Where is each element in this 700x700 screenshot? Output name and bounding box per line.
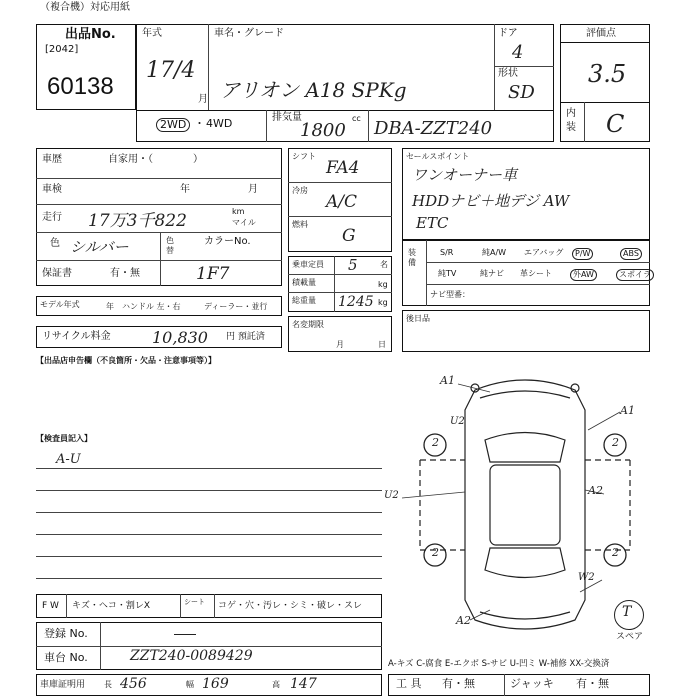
model-year-label: モデル年式 [40,300,80,309]
shift-value: FA4 [326,158,360,178]
year-month-suffix: 月 [198,94,208,105]
regchange-label: 名変期限 [292,320,324,329]
fuel-label: 燃料 [292,220,308,229]
inspector-line [36,512,382,513]
form-header-note: （複合機）対応用紙 [40,2,130,13]
damage-mark: U2 [450,416,465,427]
fw-items: キズ・ヘコ・割レX [72,601,150,611]
damage-mark: A2 [456,614,471,627]
accessories-box [402,310,650,352]
damage-mark: A1 [620,404,635,417]
equip-sr: S/R [440,248,454,257]
sales-line-2: HDDナビ＋地デジ AW [412,192,570,210]
reg-no-dash [174,634,196,635]
inspector-label: 【検査員記入】 [36,434,92,443]
cert-length: 456 [120,676,147,692]
color-label: 色 [50,238,60,249]
year-value: 17/4 [146,58,196,83]
equip-aw: 純A/W [482,248,507,257]
ac-value: A/C [326,192,358,212]
gross-value: 1245 [338,294,374,310]
lot-box [36,24,136,110]
accessories-label: 後日品 [406,314,430,323]
drive-4wd: 4WD [206,117,233,130]
sales-line-3: ETC [416,214,449,232]
fw-label: F W [42,601,59,611]
wheel-mark: 2 [432,546,439,559]
capacity-unit: 名 [380,260,388,269]
gross-label: 総重量 [292,296,316,305]
seller-note-label: 【出品店申告欄（不良箇所・欠品・注意事項等）】 [36,356,216,365]
mileage-unit-mile: マイル [232,218,256,227]
shape-label: 形状 [498,68,518,79]
interior-label-2: 装 [566,122,576,133]
model-year-year: 年 [106,302,114,311]
capacity-value: 5 [348,256,358,274]
damage-mark: A1 [440,374,455,387]
equip-leather: 革シート [520,269,552,278]
cert-height-label: 高 [272,680,280,689]
damage-mark: U2 [384,490,399,501]
warranty-label: 保証書 [42,268,72,279]
equip-aftermarket-aw: 外AW [570,269,597,281]
damage-mark: A2 [588,484,603,497]
equipment-label: 装備 [408,248,416,267]
interior-label-1: 内 [566,108,576,119]
history-value: 自家用・（ ） [108,154,203,165]
door-value: 4 [512,42,524,63]
capacity-label: 乗車定員 [292,260,324,269]
cert-label: 車庫証明用 [40,680,86,690]
drive-separator: ・ [194,117,205,130]
wheel-mark: 2 [432,436,439,449]
score-value: 3.5 [588,60,627,88]
tools-label: 工 具 [396,677,422,690]
jack-label: ジャッキ [510,677,554,690]
cert-height: 147 [290,676,317,692]
load-unit: kg [378,280,388,289]
jack-options: 有・無 [576,677,609,690]
cert-length-label: 長 [104,680,112,689]
displacement-label: 排気量 [272,112,302,123]
model-label: 車名・グレード [214,28,284,39]
inspector-note: A-U [56,452,81,467]
shift-label: シフト [292,152,316,161]
gross-unit: kg [378,298,388,307]
wheel-mark: 2 [612,436,619,449]
sheet-items: コゲ・穴・汚レ・シミ・破レ・スレ [218,601,363,611]
spare-mark: T [622,604,632,620]
equip-spoiler: スポイラ [616,269,654,281]
warranty-options: 有・無 [110,268,140,279]
wheel-mark: 2 [612,546,619,559]
mileage-value: 17万3千822 [88,211,187,231]
lot-label: 出品No. [65,27,116,42]
tools-options: 有・無 [442,677,475,690]
ac-label: 冷房 [292,186,308,195]
damage-mark: W2 [578,572,595,583]
inspection-year: 年 [180,184,190,195]
spare-label: スペア [616,632,644,642]
cert-width-label: 幅 [186,680,194,689]
inspector-line [36,578,382,579]
equip-airbag: エアバッグ [524,248,564,257]
cert-width: 169 [202,676,229,692]
fuel-value: G [342,226,356,246]
color-value: シルバー [70,238,129,256]
recycle-value: 10,830 [152,328,208,347]
regchange-day: 日 [378,340,386,349]
recycle-label: リサイクル料金 [42,331,111,342]
equip-tv: 純TV [438,269,457,278]
shape-value: SD [508,82,535,103]
inspection-label: 車検 [42,184,62,195]
history-label: 車歴 [42,154,62,165]
load-label: 積載量 [292,278,316,287]
inspection-month: 月 [248,184,258,195]
sales-point-label: セールスポイント [406,152,470,161]
lot-code: [2042] [45,44,79,55]
displacement-value: 1800 [300,120,346,141]
score-label: 評価点 [586,28,616,39]
inspector-line [36,534,382,535]
equip-navi: 純ナビ [480,269,504,278]
mileage-unit-km: km [232,207,245,216]
inspector-line [36,490,382,491]
color-code-label: カラーNo. [204,236,251,247]
chassis-value: ZZT240-0089429 [130,648,253,664]
type-code: DBA-ZZT240 [374,118,493,139]
reg-no-label: 登録 No. [44,627,88,640]
damage-legend: A-キズ C-腐食 E-エクボ S-サビ U-凹ミ W-補修 XX-交換済 [388,659,610,669]
year-label: 年式 [142,28,162,39]
inspector-line [36,556,382,557]
lot-number: 60138 [47,73,114,100]
navi-model-label: ナビ型番： [430,290,470,299]
equip-abs: ABS [620,248,642,260]
mileage-label: 走行 [42,212,62,223]
drive-2wd: 2WD [156,118,190,132]
chassis-label: 車台 No. [44,651,88,664]
color-change-label: 色替 [166,236,174,255]
recycle-unit: 円 預託済 [226,332,265,342]
inspector-line [36,468,382,469]
door-label: ドア [498,28,518,39]
displacement-unit: cc [352,114,361,123]
sheet-label: シート [184,598,205,606]
handle-options: ハンドル 左・右 [122,302,181,311]
color-code-value: 1F7 [196,264,230,284]
model-value: アリオン A18 SPKg [220,78,407,102]
dealer-options: ディーラー・並行 [204,302,268,311]
regchange-month: 月 [336,340,344,349]
interior-value: C [606,110,625,138]
sales-line-1: ワンオーナー車 [412,166,518,184]
equip-pw: P/W [572,248,593,260]
